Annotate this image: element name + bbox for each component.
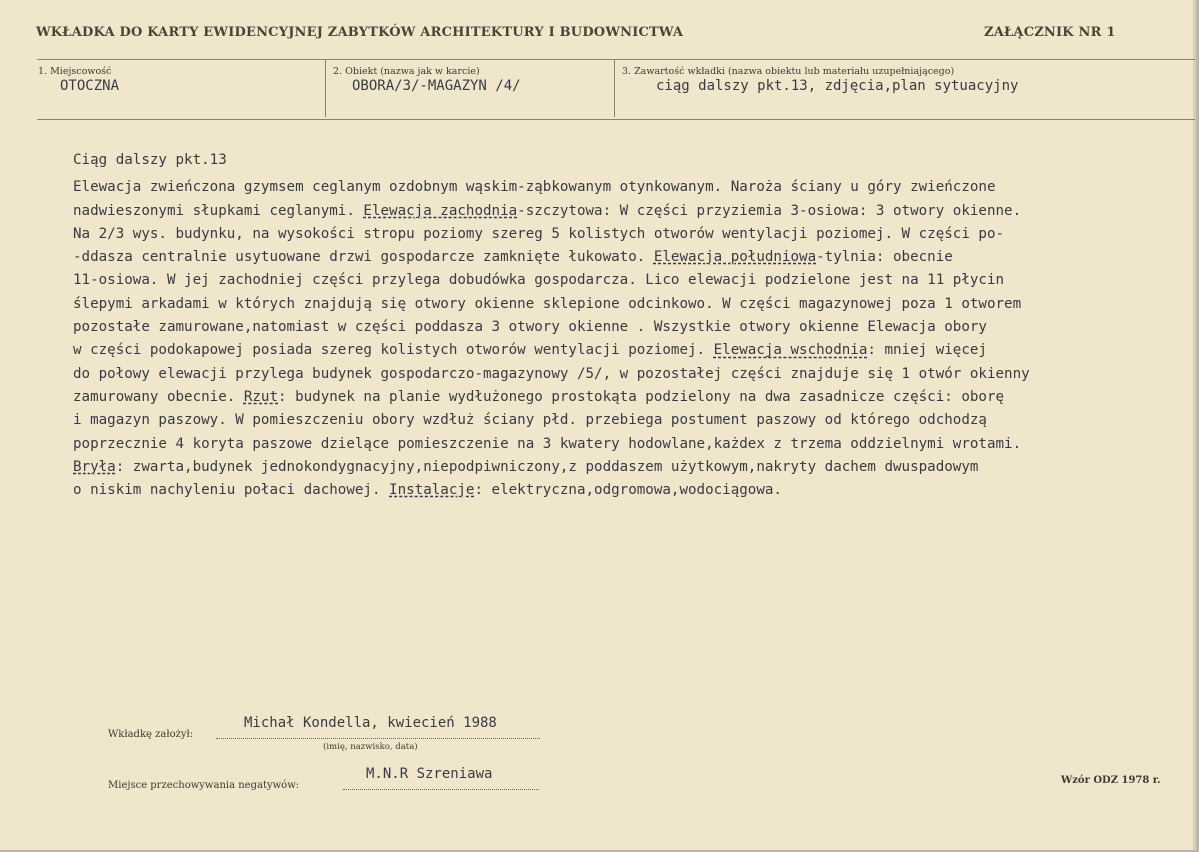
body-text: ślepymi arkadami w których znajdują się otwory okienne sklepione odcinkowo. W części magazynowej poza 1 otworem [73, 295, 1022, 312]
body-line [73, 246, 1193, 269]
body-line [73, 456, 1193, 479]
body-text: : elektryczna,odgromowa,wodociągowa. [474, 482, 782, 499]
field-label-locality: 1. Miejscowość [38, 66, 112, 77]
author-value: Michał Kondella, kwiecień 1988 [244, 715, 497, 731]
description-body [73, 149, 1193, 502]
author-label: Wkładkę założył: [108, 729, 194, 740]
body-text: o niskim nachyleniu połaci dachowej. [73, 482, 390, 499]
body-text: nadwieszonymi słupkami ceglanymi. [73, 202, 364, 219]
field-divider [614, 59, 615, 117]
body-text: : mniej więcej [867, 342, 987, 359]
body-line [73, 293, 1193, 316]
storage-label: Miejsce przechowywania negatywów: [108, 780, 300, 791]
storage-value: M.N.R Szreniawa [366, 766, 493, 782]
section-heading: Rzut [243, 388, 279, 405]
author-hint: (imię, nazwisko, data) [323, 742, 418, 752]
form-code: Wzór ODZ 1978 r. [1061, 775, 1161, 786]
storage-dotted-line [343, 789, 539, 790]
field-label-contents: 3. Zawartość wkładki (nazwa obiektu lub materiału uzupełniającego) [622, 66, 955, 77]
body-line [73, 200, 1193, 223]
body-text: poprzecznie 4 koryta paszowe dzielące pomieszczenie na 3 kwatery hodowlane,każdex z trzema oddzielnymi wrotami. [73, 435, 1022, 452]
section-heading: Elewacja wschodnia [713, 342, 868, 359]
body-line [73, 223, 1193, 246]
document-title: WKŁADKA DO KARTY EWIDENCYJNEJ ZABYTKÓW ARCHITEKTURY I BUDOWNICTWA [36, 25, 684, 40]
body-text: pozostałe zamurowane,natomiast w części poddasza 3 otwory okienne . Wszystkie otwory okienne Elewacja obory [73, 319, 987, 336]
body-line [73, 409, 1193, 432]
body-line [73, 433, 1193, 456]
body-line [73, 316, 1193, 339]
body-text: w części podokapowej posiada szereg kolistych otworów wentylacji poziomej. [73, 342, 714, 359]
field-value-contents: ciąg dalszy pkt.13, zdjęcia,plan sytuacyjny [656, 78, 1019, 94]
section-heading: Elewacja zachodnia [363, 202, 518, 219]
field-bottom-rule [37, 119, 1195, 120]
body-text: -tylnia: obecnie [816, 249, 953, 266]
body-text: -ddasza centralnie usytuowane drzwi gospodarcze zamknięte łukowato. [73, 249, 654, 266]
body-text: 11-osiowa. W jej zachodniej części przylega dobudówka gospodarcza. Lico elewacji podzielone jest na 11 płycin [73, 272, 1005, 289]
body-text: : budynek na planie wydłużonego prostokąta podzielony na dwa zasadnicze części: oborę [278, 388, 1005, 405]
author-dotted-line [216, 738, 540, 739]
body-text: i magazyn paszowy. W pomieszczeniu obory wzdłuż ściany płd. przebiega postument paszowy od którego odchodzą [73, 412, 987, 429]
body-text: : zwarta,budynek jednokondygnacyjny,niepodpiwniczony,z poddaszem użytkowym,nakryty dachem dwuspadowym [115, 458, 979, 475]
body-line [73, 363, 1193, 386]
body-text: zamurowany obecnie. [73, 388, 244, 405]
body-title: Ciąg dalszy pkt.13 [73, 152, 227, 168]
body-lines [73, 176, 1193, 502]
field-divider [325, 59, 326, 117]
section-heading: Elewacja południowa [653, 249, 817, 266]
body-line [73, 479, 1193, 502]
annex-number: ZAŁĄCZNIK NR 1 [984, 25, 1116, 40]
field-top-rule [37, 59, 1195, 60]
body-line [73, 386, 1193, 409]
body-line [73, 176, 1193, 199]
body-text: Elewacja zwieńczona gzymsem ceglanym ozdobnym wąskim-ząbkowanym otynkowanym. Naroża ściany u góry zwieńczone [73, 179, 996, 196]
field-value-locality: OTOCZNA [60, 78, 120, 94]
body-line [73, 269, 1193, 292]
body-line [73, 339, 1193, 362]
field-label-object: 2. Obiekt (nazwa jak w karcie) [333, 66, 480, 77]
field-value-object: OBORA/3/-MAGAZYN /4/ [352, 78, 521, 94]
section-heading: Bryła [73, 458, 116, 475]
section-heading: Instalacje [389, 482, 475, 499]
body-text: do połowy elewacji przylega budynek gospodarczo-magazynowy /5/, w pozostałej części znajduje się 1 otwór okienny [73, 365, 1030, 382]
body-text: -szczytowa: W części przyziemia 3-osiowa: 3 otwory okienne. [517, 202, 1022, 219]
body-text: Na 2/3 wys. budynku, na wysokości stropu poziomy szereg 5 kolistych otworów wentylacji poziomej. W części po- [73, 225, 1005, 242]
